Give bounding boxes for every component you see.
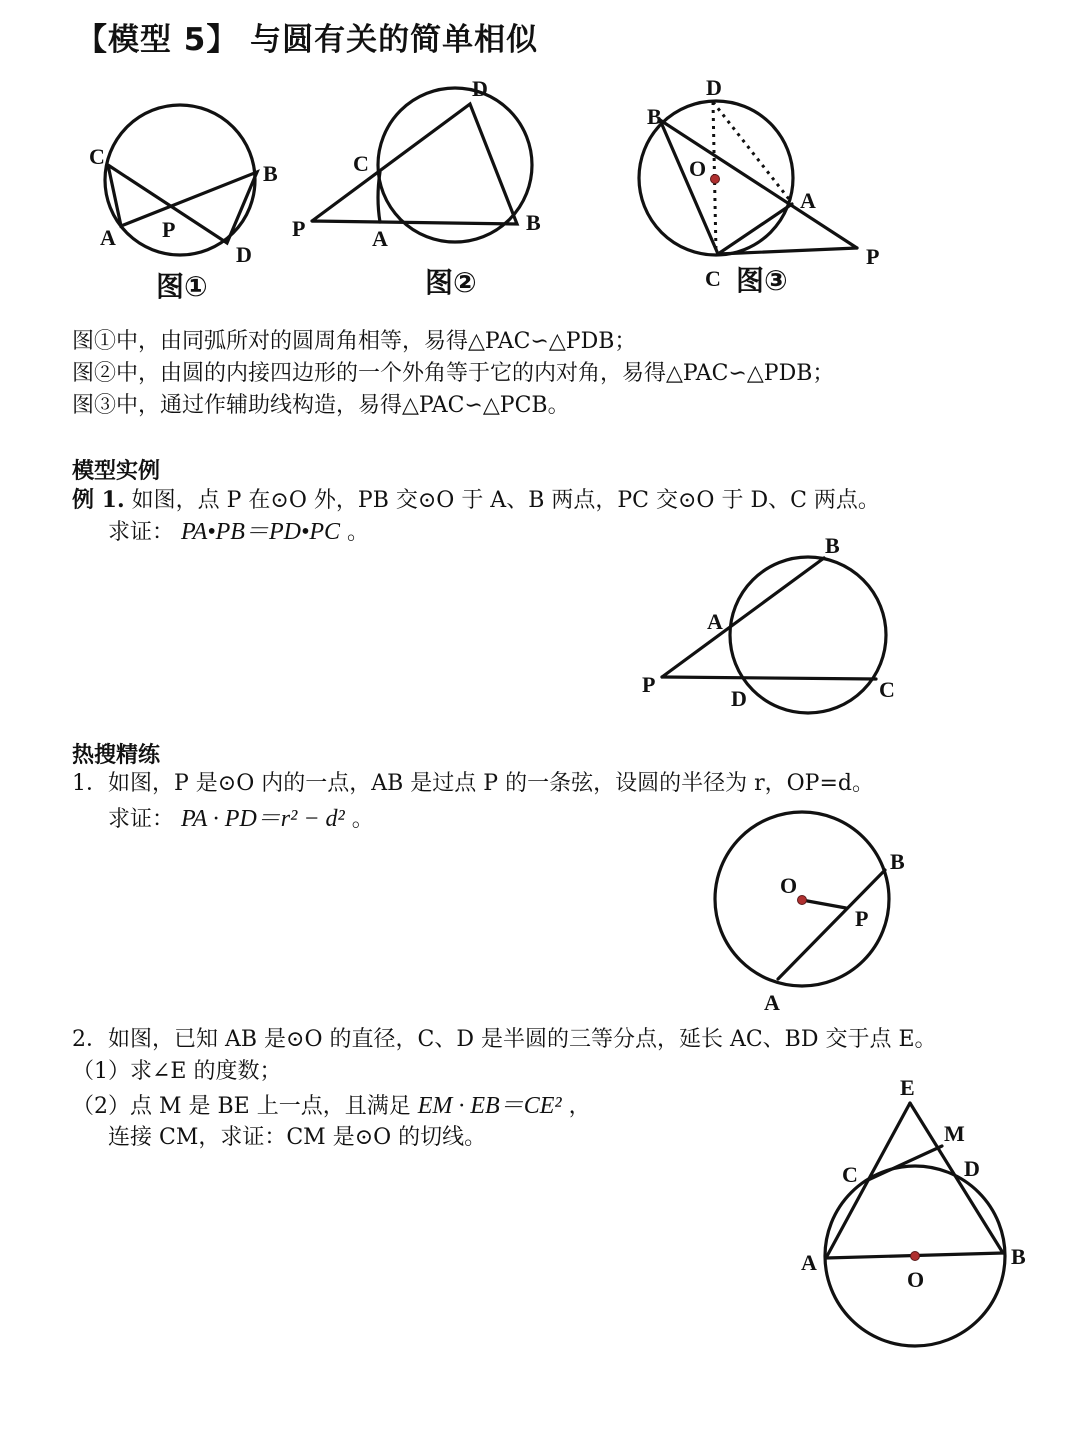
fig2-lines <box>312 104 517 224</box>
q1-label-p: P <box>855 906 869 931</box>
q2-part2 <box>72 1090 591 1123</box>
fig3-line-bp <box>660 120 857 248</box>
fig1-label-d: D <box>236 242 252 267</box>
q2-part1: （1）求∠E 的度数； <box>72 1059 282 1084</box>
q2-center-dot <box>911 1252 920 1261</box>
q1-prove <box>108 803 374 836</box>
example1-prove-label: 求证： <box>108 520 175 545</box>
ex1-label-d: D <box>731 686 747 711</box>
q1-formula: PA · PD＝r² − d² <box>181 806 345 832</box>
example1-text: 如图，点 P 在⊙O 外，PB 交⊙O 于 A、B 两点，PC 交⊙O 于 D、C 两点。 <box>131 488 880 513</box>
q2-figure <box>801 1075 1026 1346</box>
fig2-chord-ca <box>378 172 380 222</box>
example1-formula-end: 。 <box>347 520 370 545</box>
q1-segment-op <box>802 900 846 908</box>
figure-3 <box>639 75 879 297</box>
fig3-caption: 图③ <box>736 264 788 297</box>
example1-figure <box>642 533 895 713</box>
q1-label-o: O <box>780 873 798 898</box>
fig2-circle <box>378 88 532 242</box>
q2-label-m: M <box>944 1121 965 1146</box>
section-practice: 热搜精练 <box>72 743 161 768</box>
ex1-label-c: C <box>879 677 895 702</box>
figure-1 <box>89 105 278 303</box>
q1-label-b: B <box>890 849 905 874</box>
fig3-label-a: A <box>800 188 816 213</box>
fig1-label-a: A <box>100 225 116 250</box>
example1-statement <box>72 484 880 517</box>
q2-label-a: A <box>801 1250 817 1275</box>
q2-part2-prefix: （2）点 M 是 BE 上一点，且满足 <box>72 1094 411 1119</box>
q1-formula-end: 。 <box>351 807 374 832</box>
ex1-line-pb <box>662 558 824 677</box>
q1-center-dot <box>798 896 807 905</box>
ex1-label-a: A <box>707 609 723 634</box>
fig1-caption: 图① <box>156 270 208 303</box>
fig3-center-dot <box>711 175 720 184</box>
ex1-circle <box>730 557 886 713</box>
fig3-dash-da <box>713 102 792 203</box>
fig2-label-a: A <box>372 226 388 251</box>
fig2-label-c: C <box>353 151 369 176</box>
q1-prove-label: 求证： <box>108 807 175 832</box>
example1-label: 例 1. <box>72 487 125 513</box>
q2-label-b: B <box>1011 1244 1026 1269</box>
fig1-label-b: B <box>263 161 278 186</box>
fig1-label-p: P <box>162 217 176 242</box>
q1-statement: 1．如图，P 是⊙O 内的一点，AB 是过点 P 的一条弦，设圆的半径为 r，OP=d。 <box>72 771 874 796</box>
q2-label-c: C <box>842 1162 858 1187</box>
q1-label-a: A <box>764 990 780 1015</box>
note-3: 图③中，通过作辅助线构造，易得△PAC∽△PCB。 <box>72 393 570 418</box>
fig3-label-c: C <box>705 266 721 291</box>
figure-2 <box>292 76 541 299</box>
q2-label-d: D <box>964 1156 980 1181</box>
fig3-label-p: P <box>866 244 880 269</box>
fig2-label-p: P <box>292 216 306 241</box>
fig1-label-c: C <box>89 144 105 169</box>
fig3-label-d: D <box>706 75 722 100</box>
ex1-label-b: B <box>825 533 840 558</box>
q1-figure <box>715 812 905 1015</box>
q2-part2-suffix: ， <box>568 1094 591 1119</box>
page-title: 【模型 5】 与圆有关的简单相似 <box>76 22 539 58</box>
example1-formula: PA•PB＝PD•PC <box>181 519 341 545</box>
fig3-line-ca <box>718 204 792 254</box>
fig3-label-b: B <box>647 104 662 129</box>
q2-label-e: E <box>900 1075 915 1100</box>
fig2-label-d: D <box>472 76 488 101</box>
note-1: 图①中，由同弧所对的圆周角相等，易得△PAC∽△PDB； <box>72 329 637 354</box>
fig2-label-b: B <box>526 210 541 235</box>
fig2-caption: 图② <box>425 266 477 299</box>
section-model-example: 模型实例 <box>72 459 161 484</box>
ex1-label-p: P <box>642 672 656 697</box>
ex1-line-pc <box>662 677 876 679</box>
fig3-label-o: O <box>689 156 707 181</box>
q2-part2-line2: 连接 CM，求证：CM 是⊙O 的切线。 <box>108 1125 487 1150</box>
q2-part2-formula: EM · EB＝CE² <box>417 1093 562 1119</box>
example1-prove <box>108 516 369 549</box>
note-2: 图②中，由圆的内接四边形的一个外角等于它的内对角，易得△PAC∽△PDB； <box>72 361 835 386</box>
q2-label-o: O <box>907 1267 925 1292</box>
q2-statement: 2．如图，已知 AB 是⊙O 的直径，C、D 是半圆的三等分点，延长 AC、BD 交于点 E。 <box>72 1027 937 1052</box>
